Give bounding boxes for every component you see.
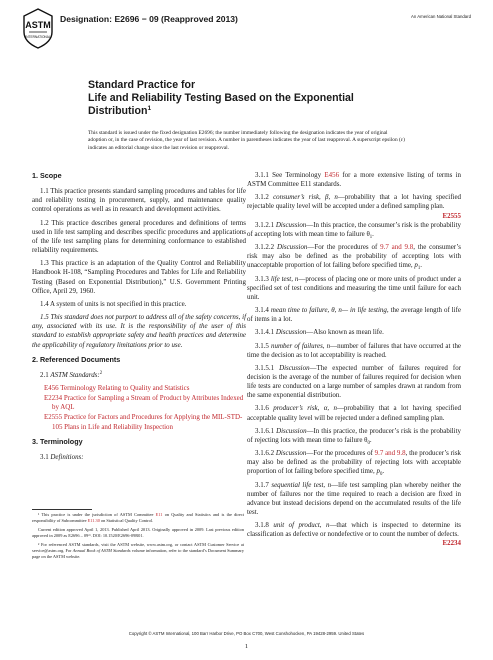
paragraph-1-4: 1.4 A system of units is not specified in this practice. <box>40 299 187 308</box>
american-national-standard-label: An American National Standard <box>411 14 471 19</box>
footnote-ref-2[interactable]: 2 <box>99 370 103 376</box>
paragraph-3-1-5: 3.1.5 number of failures, n—number of failures that have occurred at the time the decision as to lot acceptability is reached. <box>247 341 461 359</box>
paragraph-3-1-2-1: 3.1.2.1 Discussion—In this practice, the consumer’s risk is the probability of accepting lots with mean time to failure $\theta_1$. <box>247 220 461 240</box>
committee-link[interactable]: E11 <box>155 512 163 517</box>
reference-item[interactable]: E2555 Practice for Factors and Procedures for Applying the MIL-STD-105 Plans in Life and Reliability Inspection <box>44 413 243 431</box>
footnote-1-edition: Current edition approved April 1, 2013. Published April 2013. Originally approved in 2009. Last previous edition approved in 2009 as E2696 – 09ᵉ¹. DOI: 10.1520/E2696-09R01. <box>32 526 244 539</box>
section-heading-scope: 1. Scope <box>32 171 62 180</box>
paragraph-3-1-1: 3.1.1 See Terminology E456 for a more extensive listing of terms in ASTM Committee E11 standards. <box>247 171 461 189</box>
paragraph-3-1-7: 3.1.7 sequential life test, n—life test sampling plan whereby neither the number of failures nor the time required to reach a decision are fixed in advance but instead decisions depend on the accumulated results of the life test. <box>247 480 462 516</box>
left-column <box>32 171 246 466</box>
page-number: 1 <box>244 643 249 650</box>
paragraph-1-3: 1.3 This practice is an adaptation of the Quality Control and Reliability Handbook H-108, “Sampling Procedures and Tables for Life and Reliability Testing (Based on Exponential Distribution),” U.S. Government Printing Office, April 29, 1960. <box>32 259 246 295</box>
reference-item[interactable]: E456 Terminology Relating to Quality and Statistics <box>44 383 190 392</box>
copyright-footer: Copyright © ASTM International, 100 Barr Harbor Drive, PO Box C700, West Conshohocken, PA 19428-2959. United States <box>128 631 365 636</box>
astm-logo <box>22 8 54 50</box>
paragraph-3-1: 3.1 Definitions: <box>40 452 84 461</box>
paragraph-3-1-5-1: 3.1.5.1 Discussion—The expected number of failures required for decision is the average of the number of failures required for decision when life tests are conducted on a large number of samples drawn at random from the same exponential distribution. <box>247 363 461 400</box>
paragraph-3-1-2-2: 3.1.2.2 Discussion—For the procedures of 9.7 and 9.8, the consumer’s risk may also be defined as the probability of accepting lots with unacceptable proportion of lot failing before specified time, $p_1$. <box>247 243 462 272</box>
issuance-note: This standard is issued under the fixed designation E2696; the number immediately following the designation indicates the year of original adoption or, in the case of revision, the year of last revision. A number in parentheses indicates the year of last reapproval. A superscript epsilon (ε) indicates an editorial change since the last revision or reapproval. <box>88 130 405 151</box>
paragraph-3-1-8: 3.1.8 unit of product, n—that which is inspected to determine its classification as defective or nondefective or to count the number of defects. E2234 <box>247 521 462 548</box>
footnote-divider <box>32 509 92 510</box>
paragraph-3-1-6-1: 3.1.6.1 Discussion—In this practice, the producer’s risk is the probability of rejecting lots with mean time to failure $\theta_0$. <box>247 426 461 446</box>
xref-sections[interactable]: 9.7 and 9.8 <box>380 243 414 252</box>
svg-text:ASTM: ASTM <box>25 20 51 30</box>
xref-e456[interactable]: E456 <box>324 171 340 179</box>
document-title: Standard Practice for Life and Reliability Testing Based on the Exponential Distribution$^1$ <box>88 79 354 118</box>
paragraph-1-5: 1.5 This standard does not purport to address all of the safety concerns, if any, associated with its use. It is the responsibility of the user of this standard to establish appropriate safety and health practices and determine the applicability of regulatory limitations prior to use. <box>32 313 246 349</box>
designation: Designation: E2696 − 09 (Reapproved 2013) <box>60 14 238 24</box>
paragraph-2-1: 2.1 ASTM Standards:$^2$ <box>40 370 103 379</box>
reference-item[interactable]: E2234 Practice for Sampling a Stream of Product by Attributes Indexed by AQL <box>44 394 244 412</box>
section-heading-referenced-documents: 2. Referenced Documents <box>32 354 121 364</box>
section-heading-terminology: 3. Terminology <box>32 436 83 446</box>
footnote-2: ² For referenced ASTM standards, visit the ASTM website, www.astm.org, or contact ASTM Customer Service at service@astm.org. For Annual Book of ASTM Standards volume information, refer to the standard’s Document Summary page on the ASTM website. <box>32 541 245 560</box>
footnotes <box>32 512 244 563</box>
paragraph-1-1: 1.1 This practice presents standard sampling procedures and tables for life and reliability testing in procurement, supply, and maintenance quality control operations as well as in research and development activities. <box>32 187 246 214</box>
source-marker[interactable]: E2234 <box>442 539 461 548</box>
paragraph-3-1-4-1: 3.1.4.1 Discussion—Also known as mean life. <box>255 328 384 337</box>
right-column <box>247 171 461 549</box>
paragraph-3-1-3: 3.1.3 life test, n—process of placing one or more units of product under a specified set of test conditions and measuring the time until failure for each unit. <box>247 274 461 301</box>
footnote-ref-1[interactable]: 1 <box>147 105 152 113</box>
subcommittee-link[interactable]: E11.30 <box>87 518 100 524</box>
xref-sections[interactable]: 9.7 and 9.8 <box>374 449 406 458</box>
paragraph-3-1-6-2: 3.1.6.2 Discussion—For the procedures of 9.7 and 9.8, the producer’s risk may also be defined as the probability of rejecting lots with acceptable proportion of lot failing before specified time, $p_0$. <box>247 449 462 478</box>
footnote-1: ¹ This practice is under the jurisdiction of ASTM Committee E11 on Quality and Statistics and is the direct responsibility of Subcommittee E11.30 on Statistical Quality Control. <box>32 512 244 524</box>
paragraph-1-2: 1.2 This practice describes general procedures and definitions of terms used in life test sampling and describes specific procedures and applications of the life test sampling plans for determining conformance to established reliability requirements. <box>32 218 246 255</box>
svg-text:INTERNATIONAL: INTERNATIONAL <box>25 35 51 39</box>
source-marker[interactable]: E2555 <box>442 211 461 220</box>
paragraph-3-1-2: 3.1.2 consumer’s risk, β, n—probability that a lot having specified rejectable quality level will be accepted under a defined sampling plan. E2555 <box>247 193 462 220</box>
paragraph-3-1-4: 3.1.4 mean time to failure, θ, n— in life testing, the average length of life of items in a lot. <box>247 306 461 324</box>
paragraph-3-1-6: 3.1.6 producer’s risk, α, n—probability that a lot having specified acceptable quality level will be rejected under a defined sampling plan. <box>247 404 462 422</box>
